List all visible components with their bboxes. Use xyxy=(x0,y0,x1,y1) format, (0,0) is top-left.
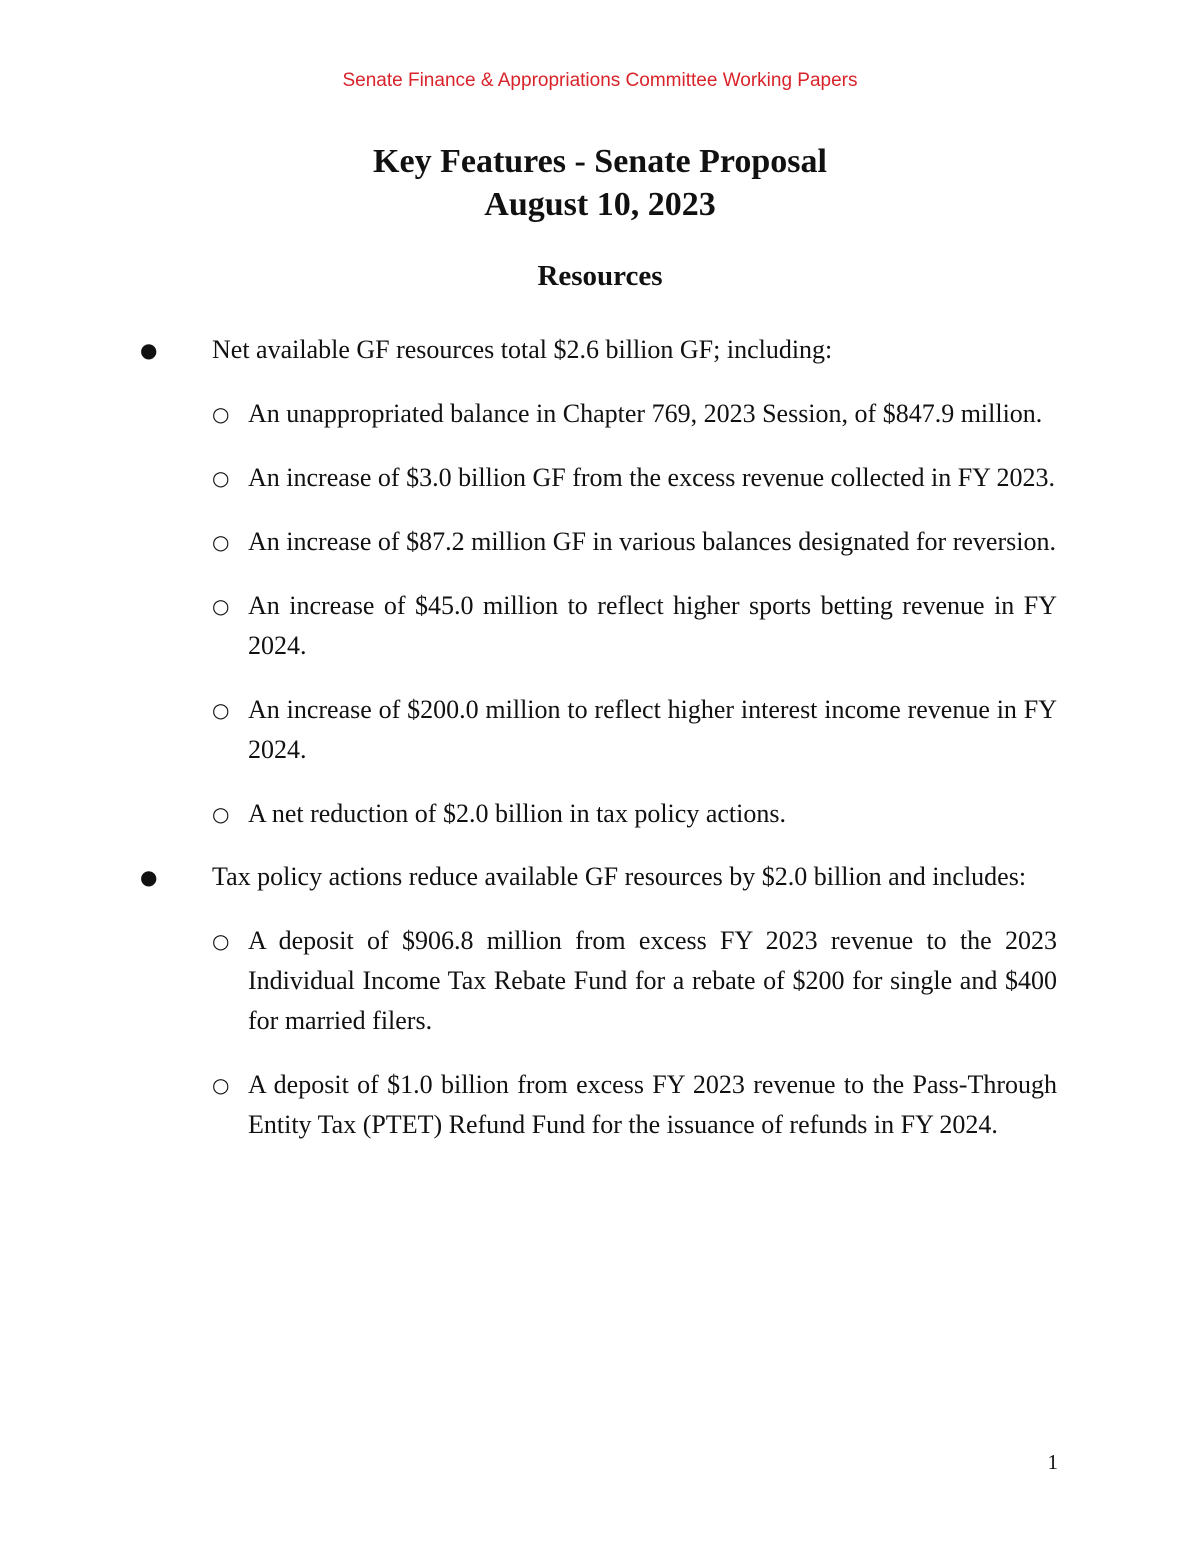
sublist-item-text: An unappropriated balance in Chapter 769, 2023 Session, of $847.9 million. xyxy=(248,399,1043,428)
circle-bullet-icon: ○ xyxy=(212,698,230,722)
bullet-item xyxy=(140,330,1057,370)
sublist-item-text: A deposit of $906.8 million from excess FY 2023 revenue to the 2023 Individual Income Tax Rebate Fund for a rebate of $200 for single and $400 for married filers. xyxy=(248,926,1057,1035)
page-header: Senate Finance & Appropriations Committee Working Papers xyxy=(342,70,858,91)
section-heading: Resources xyxy=(537,260,663,292)
circle-bullet-icon: ○ xyxy=(212,929,230,953)
page-number: 1 xyxy=(1047,1450,1058,1474)
sublist-item-text: An increase of $87.2 million GF in various balances designated for reversion. xyxy=(248,527,1056,556)
sublist-item xyxy=(212,921,1057,1041)
sublist-item xyxy=(212,690,1057,770)
bullet-text: Tax policy actions reduce available GF resources by $2.0 billion and includes: xyxy=(212,862,1027,891)
document-body xyxy=(140,330,1057,1168)
sublist-item xyxy=(212,586,1057,666)
bullet-icon: ● xyxy=(140,338,158,362)
sublist-item xyxy=(212,458,1057,498)
sublist-item-text: A deposit of $1.0 billion from excess FY 2023 revenue to the Pass-Through Entity Tax (PTET) Refund Fund for the issuance of refunds in FY 2024. xyxy=(248,1070,1057,1139)
circle-bullet-icon: ○ xyxy=(212,1073,230,1097)
bullet-icon: ● xyxy=(140,865,158,889)
sublist xyxy=(212,394,1057,834)
sublist-item xyxy=(212,522,1057,562)
circle-bullet-icon: ○ xyxy=(212,402,230,426)
sublist-item-text: A net reduction of $2.0 billion in tax policy actions. xyxy=(248,799,786,828)
title-date: August 10, 2023 xyxy=(484,186,716,223)
bullet-item xyxy=(140,857,1057,897)
sublist-item-text: An increase of $3.0 billion GF from the excess revenue collected in FY 2023. xyxy=(248,463,1055,492)
title-line-1: Key Features - Senate Proposal xyxy=(373,143,827,180)
circle-bullet-icon: ○ xyxy=(212,802,230,826)
sublist-item xyxy=(212,394,1057,434)
sublist-item xyxy=(212,1065,1057,1145)
bullet-text: Net available GF resources total $2.6 billion GF; including: xyxy=(212,335,833,364)
sublist xyxy=(212,921,1057,1145)
sublist-item-text: An increase of $200.0 million to reflect higher interest income revenue in FY 2024. xyxy=(248,695,1057,764)
sublist-item-text: An increase of $45.0 million to reflect higher sports betting revenue in FY 2024. xyxy=(248,591,1057,660)
sublist-item xyxy=(212,794,1057,834)
document-title xyxy=(0,140,1200,226)
circle-bullet-icon: ○ xyxy=(212,530,230,554)
circle-bullet-icon: ○ xyxy=(212,466,230,490)
circle-bullet-icon: ○ xyxy=(212,594,230,618)
